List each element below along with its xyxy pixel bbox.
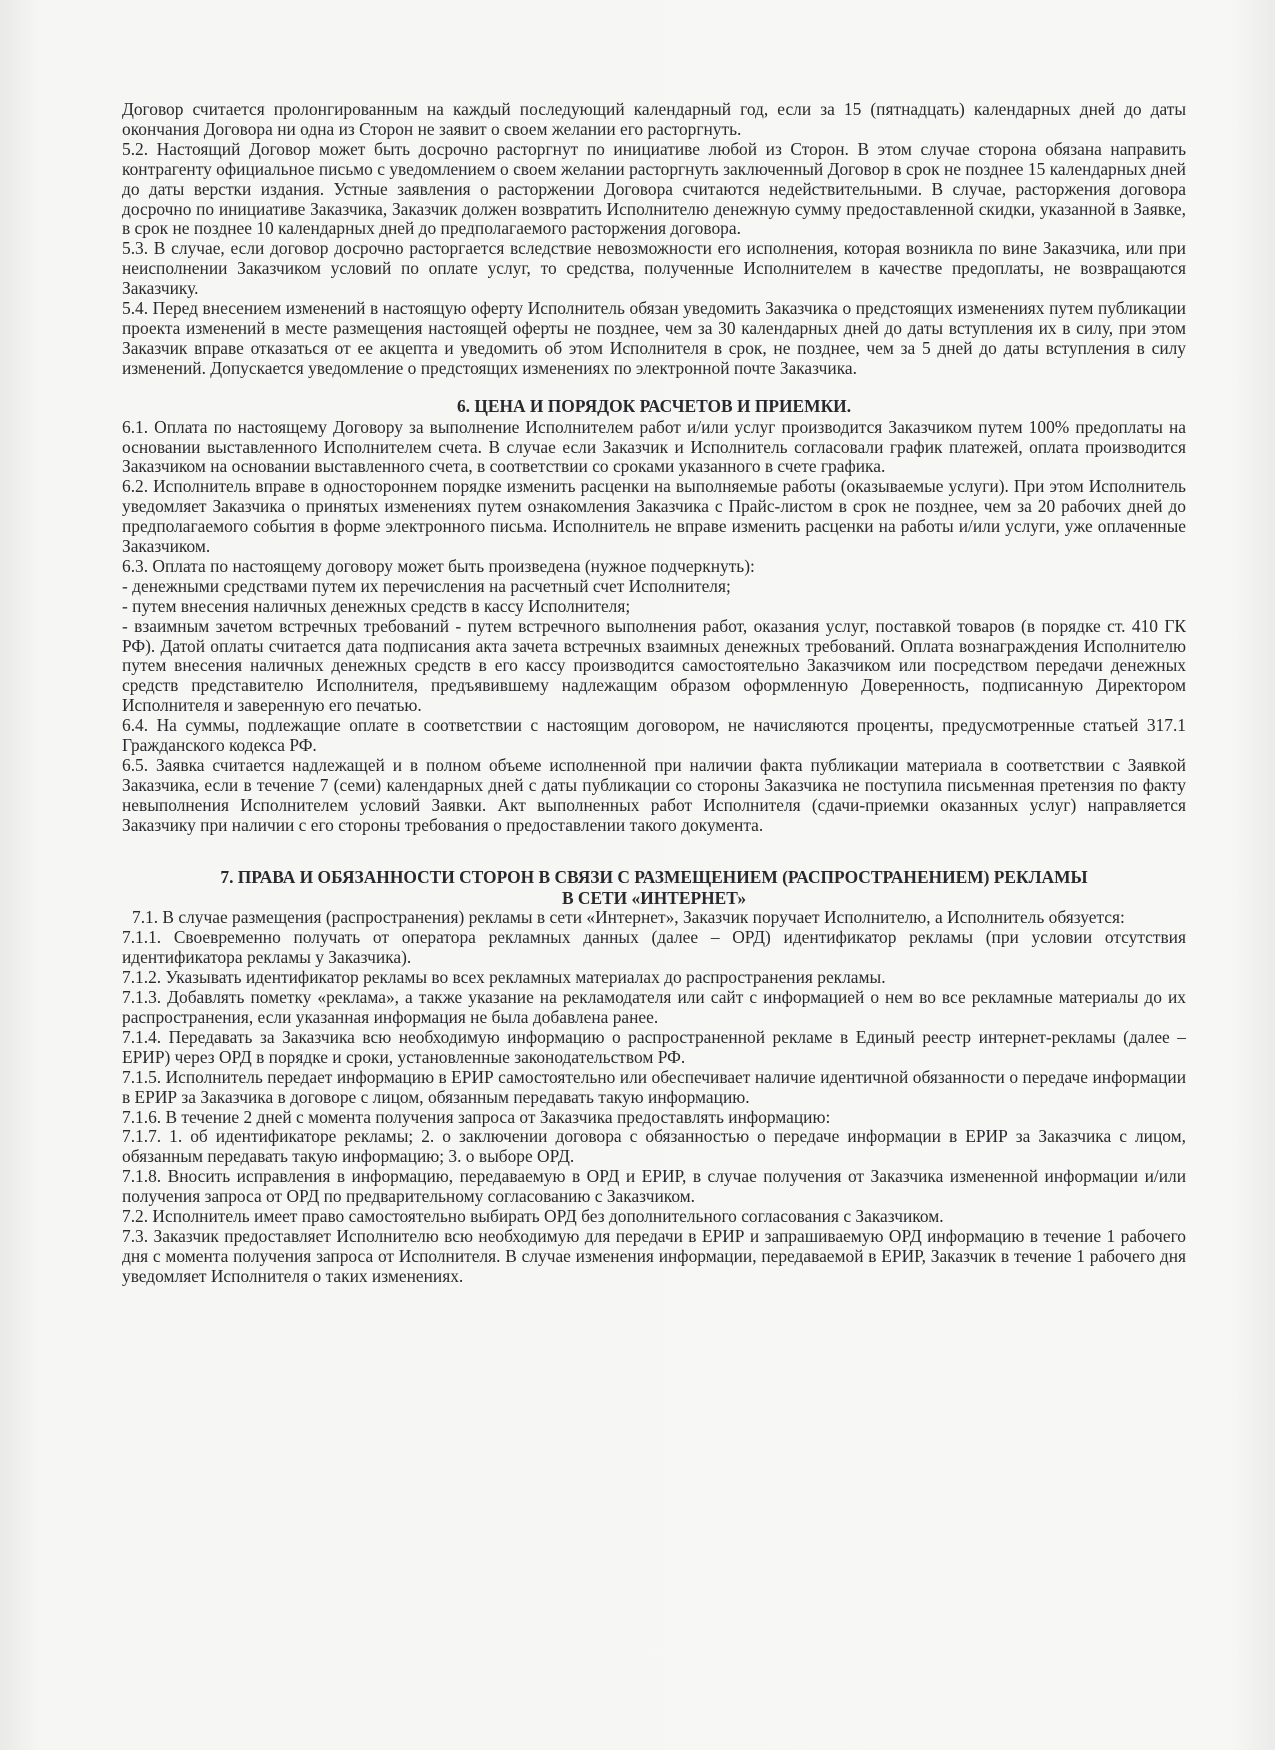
- paragraph-6-3-option-a: - денежными средствами путем их перечисления на расчетный счет Исполнителя;: [122, 575, 731, 596]
- paragraph-7-2: 7.2. Исполнитель имеет право самостоятельно выбирать ОРД без дополнительного согласования с Заказчиком.: [122, 1206, 944, 1227]
- paragraph-7-1: 7.1. В случае размещения (распространения) рекламы в сети «Интернет», Заказчик поручает Исполнителю, а Исполнитель обязуется:: [132, 907, 1125, 928]
- paragraph-6-5: 6.5. Заявка считается надлежащей и в полном объеме исполненной при наличии факта публикации материала в соответствии с Заявкой Заказчика, если в течение 7 (семи) календарных дней с даты публикации со стороны Заказчика не поступила письменная претензия по факту невыполнения Исполнителем условий Заявки. Акт выполненных работ Исполнителя (сдачи-приемки оказанных услуг) направляется Заказчику при наличии с его стороны требования о предоставлении такого документа.: [122, 755, 1186, 835]
- paragraph-5-2: 5.2. Настоящий Договор может быть досрочно расторгнут по инициативе любой из Сторон. В этом случае сторона обязана направить контрагенту официальное письмо с уведомлением о своем желании расторгнуть заключенный Договор в срок не позднее 15 календарных дней до даты верстки издания. Устные заявления о расторжении Договора считаются недействительными. В случае, расторжения договора досрочно по инициативе Заказчика, Заказчик должен возвратить Исполнителю денежную сумму предоставленной скидки, указанной в Заявке, в срок не позднее 10 календарных дней до предполагаемого расторжения договора.: [122, 138, 1186, 239]
- paragraph-7-1-3: 7.1.3. Добавлять пометку «реклама», а также указание на рекламодателя или сайт с информацией о нем во все рекламные материалы до их распространения, если указанная информация не была добавлена ранее.: [122, 987, 1186, 1027]
- paragraph-7-1-6: 7.1.6. В течение 2 дней с момента получения запроса от Заказчика предоставлять информацию:: [122, 1106, 831, 1127]
- paragraph-6-4: 6.4. На суммы, подлежащие оплате в соответствии с настоящим договором, не начисляются проценты, предусмотренные статьей 317.1 Гражданского кодекса РФ.: [122, 715, 1186, 756]
- paragraph-7-1-8: 7.1.8. Вносить исправления в информацию, передаваемую в ОРД и ЕРИР, в случае получения от Заказчика измененной информации и/или получения запроса от ОРД по предварительному согласованию с Заказчиком.: [122, 1166, 1186, 1207]
- paragraph-6-3: 6.3. Оплата по настоящему договору может быть произведена (нужное подчеркнуть):: [122, 555, 755, 576]
- paragraph-6-3-option-b: - путем внесения наличных денежных средств в кассу Исполнителя;: [122, 595, 631, 616]
- paragraph-7-1-7: 7.1.7. 1. об идентификаторе рекламы; 2. о заключении договора с обязанностью о передаче информации в ЕРИР за Заказчика с лицом, обязанным передавать такую информацию; 3. о выборе ОРД.: [122, 1126, 1186, 1167]
- paragraph-5-1-continuation: Договор считается пролонгированным на каждый последующий календарный год, если за 15 (пятнадцать) календарных дней до даты окончания Договора ни одна из Сторон не заявит о своем желании его расторгнуть.: [122, 99, 1186, 139]
- section-6-title: 6. ЦЕНА И ПОРЯДОК РАСЧЕТОВ И ПРИЕМКИ.: [456, 395, 852, 416]
- paragraph-5-4: 5.4. Перед внесением изменений в настоящую оферту Исполнитель обязан уведомить Заказчика о предстоящих изменениях путем публикации проекта изменений в месте размещения настоящей оферты не позднее, чем за 30 календарных дней до даты вступления их в силу, при этом Заказчик вправе отказаться от ее акцепта и уведомить об этом Исполнителя в срок, не позднее, чем за 5 дней до даты вступления в силу изменений. Допускается уведомление о предстоящих изменениях по электронной почте Заказчика.: [122, 298, 1186, 378]
- paragraph-7-3: 7.3. Заказчик предоставляет Исполнителю всю необходимую для передачи в ЕРИР и запрашиваемую ОРД информацию в течение 1 рабочего дня с момента получения запроса от Исполнителя. В случае изменения информации, передаваемой в ЕРИР, Заказчик в течение 1 рабочего дня уведомляет Исполнителя о таких изменениях.: [122, 1225, 1186, 1286]
- section-7-title-line-1: 7. ПРАВА И ОБЯЗАННОСТИ СТОРОН В СВЯЗИ С РАЗМЕЩЕНИЕМ (РАСПРОСТРАНЕНИЕМ) РЕКЛАМЫ: [220, 866, 1088, 887]
- paragraph-7-1-1: 7.1.1. Своевременно получать от оператора рекламных данных (далее – ОРД) идентификатор рекламы (при условии отсутствия идентификатора рекламы у Заказчика).: [122, 927, 1186, 968]
- paragraph-7-1-4: 7.1.4. Передавать за Заказчика всю необходимую информацию о распространенной рекламе в Единый реестр интернет-рекламы (далее – ЕРИР) через ОРД в порядке и сроки, установленные законодательством РФ.: [122, 1026, 1186, 1067]
- paragraph-6-3-option-c: - взаимным зачетом встречных требований - путем встречного выполнения работ, оказания услуг, поставкой товаров (в порядке ст. 410 ГК РФ). Датой оплаты считается дата подписания акта зачета встречных взаимных денежных требований. Оплата вознаграждения Исполнителю путем внесения наличных денежных средств в его кассу производится самостоятельно Заказчиком или посредством передачи денежных средств представителю Исполнителя, предъявившему надлежащим образом оформленную Доверенность, подписанную Директором Исполнителя и заверенную его печатью.: [122, 615, 1186, 716]
- paragraph-6-2: 6.2. Исполнитель вправе в одностороннем порядке изменить расценки на выполняемые работы (оказываемые услуги). При этом Исполнитель уведомляет Заказчика о принятых изменениях путем ознакомления Заказчика с Прайс-листом в срок не позднее, чем за 20 рабочих дней до предполагаемого события в форме электронного письма. Исполнитель не вправе изменить расценки на работы и/или услуги, уже оплаченные Заказчиком.: [122, 476, 1186, 557]
- paragraph-7-1-5: 7.1.5. Исполнитель передает информацию в ЕРИР самостоятельно или обеспечивает наличие идентичной обязанности о передаче информации в ЕРИР за Заказчика в договоре с лицом, обязанным передавать такую информацию.: [122, 1066, 1186, 1107]
- paragraph-6-1: 6.1. Оплата по настоящему Договору за выполнение Исполнителем работ и/или услуг производится Заказчиком путем 100% предоплаты на основании выставленного Исполнителем счета. В случае если Заказчик и Исполнитель согласовали график платежей, оплата производится Заказчиком на основании выставленного счета, в соответствии со сроками указанного в счете графика.: [122, 416, 1186, 477]
- paragraph-5-3: 5.3. В случае, если договор досрочно расторгается вследствие невозможности его исполнения, которая возникла по вине Заказчика, или при неисполнении Заказчиком условий по оплате услуг, то средства, полученные Исполнителем в качестве предоплаты, не возвращаются Заказчику.: [122, 238, 1186, 299]
- paragraph-7-1-2: 7.1.2. Указывать идентификатор рекламы во всех рекламных материалах до распространения рекламы.: [122, 967, 886, 988]
- document-body: [122, 100, 1186, 1287]
- section-7-title-line-2: В СЕТИ «ИНТЕРНЕТ»: [561, 887, 747, 908]
